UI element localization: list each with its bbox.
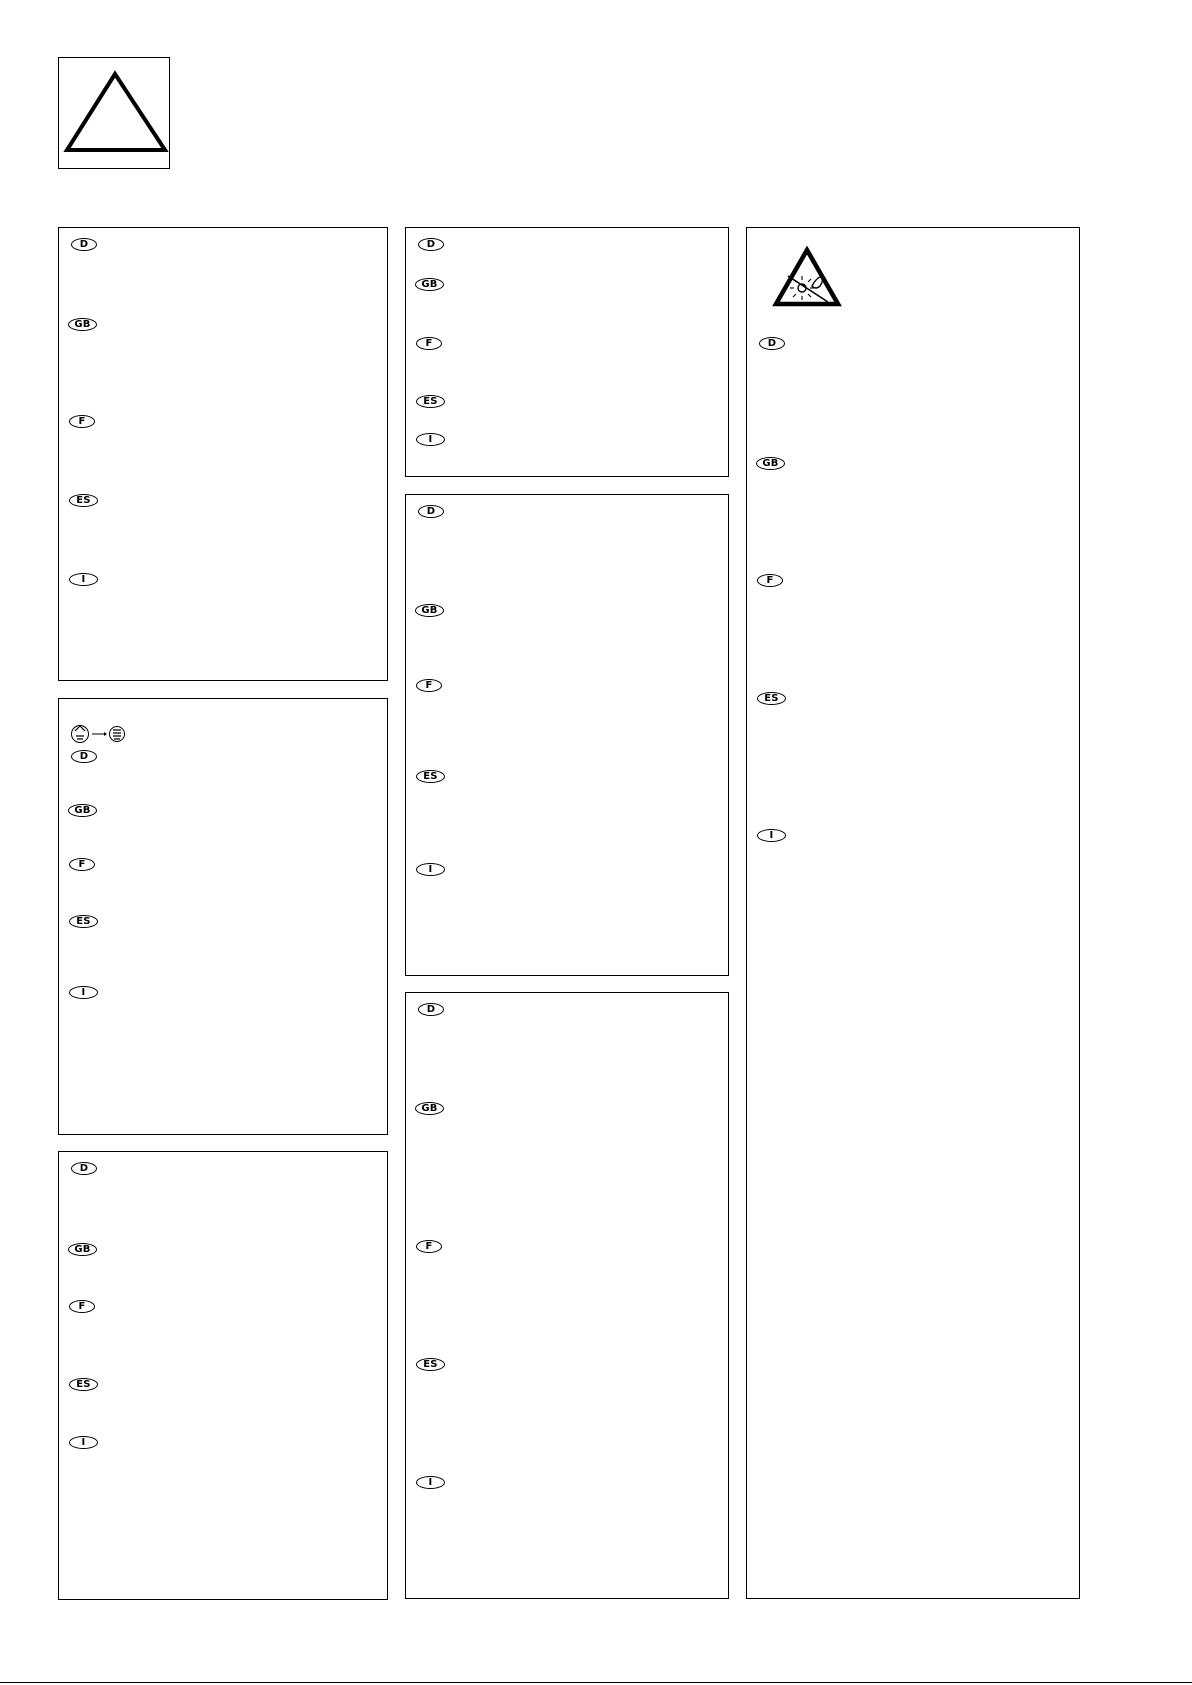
notice-panel-3 (58, 1151, 388, 1600)
language-badge-de: D (418, 1003, 444, 1016)
notice-panel-6 (405, 992, 729, 1599)
language-badge-es: ES (69, 915, 98, 928)
language-badge-gb: GB (415, 604, 444, 617)
language-badge-fr: F (69, 415, 95, 428)
language-badge-es: ES (69, 494, 98, 507)
language-badge-fr: F (69, 1300, 95, 1313)
language-badge-de: D (71, 238, 97, 251)
language-badge-es: ES (69, 1378, 98, 1391)
language-badge-fr: F (416, 337, 442, 350)
language-badge-gb: GB (68, 1243, 97, 1256)
warning-triangle-icon (59, 58, 171, 170)
language-badge-de: D (71, 1162, 97, 1175)
notice-panel-5 (405, 494, 729, 976)
language-badge-it: I (416, 863, 445, 876)
language-badge-de: D (418, 238, 444, 251)
language-badge-it: I (416, 433, 445, 446)
battery-recycling-icon (71, 722, 131, 746)
language-badge-gb: GB (756, 457, 785, 470)
page-bottom-rule (0, 1682, 1192, 1683)
language-badge-es: ES (416, 1358, 445, 1371)
language-badge-it: I (757, 829, 786, 842)
warning-symbol-box (58, 57, 170, 169)
language-badge-gb: GB (415, 1102, 444, 1115)
language-badge-de: D (418, 505, 444, 518)
laser-warning-icon (772, 246, 842, 308)
notice-panel-1 (58, 227, 388, 681)
language-badge-es: ES (757, 692, 786, 705)
language-badge-it: I (416, 1476, 445, 1489)
language-badge-it: I (69, 1436, 98, 1449)
language-badge-fr: F (416, 1240, 442, 1253)
language-badge-gb: GB (68, 804, 97, 817)
notice-panel-2 (58, 698, 388, 1135)
language-badge-gb: GB (415, 278, 444, 291)
language-badge-fr: F (69, 858, 95, 871)
language-badge-it: I (69, 573, 98, 586)
language-badge-it: I (69, 986, 98, 999)
language-badge-es: ES (416, 770, 445, 783)
notice-panel-7 (746, 227, 1080, 1599)
notice-panel-4 (405, 227, 729, 477)
language-badge-gb: GB (68, 318, 97, 331)
language-badge-es: ES (416, 395, 445, 408)
language-badge-de: D (71, 750, 97, 763)
language-badge-de: D (759, 337, 785, 350)
language-badge-fr: F (757, 574, 783, 587)
language-badge-fr: F (416, 679, 442, 692)
